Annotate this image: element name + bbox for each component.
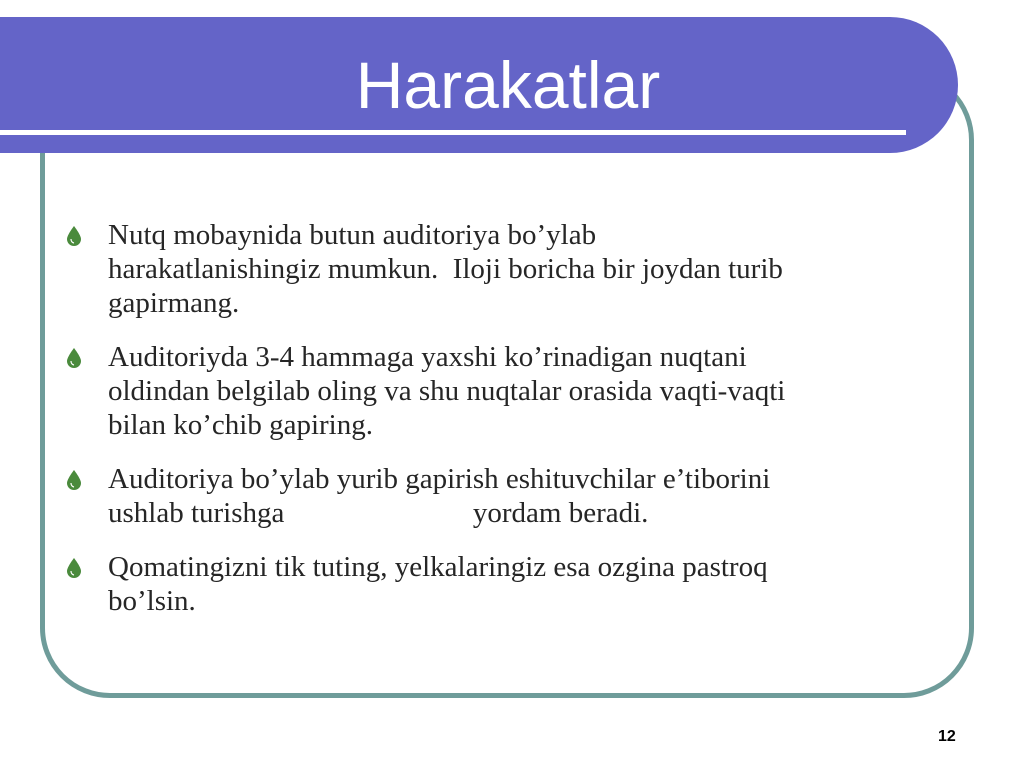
bullet-list	[66, 218, 896, 638]
bullet-item	[66, 218, 896, 320]
bullet-text: Auditoriyda 3-4 hammaga yaxshi ko’rinadigan nuqtani oldindan belgilab oling va shu nuqtalar orasida vaqti-vaqti bilan ko’chib gapiring.	[108, 341, 786, 441]
slide-title: Harakatlar	[355, 48, 661, 122]
water-drop-icon	[66, 470, 82, 490]
water-drop-icon	[66, 348, 82, 368]
title-underline	[0, 130, 906, 135]
bullet-item	[66, 340, 896, 442]
bullet-text: Auditoriya bo’ylab yurib gapirish eshituvchilar e’tiborini ushlab turishga yordam beradi.	[108, 463, 771, 529]
bullet-item	[66, 462, 896, 530]
water-drop-icon	[66, 226, 82, 246]
water-drop-icon	[66, 558, 82, 578]
bullet-text: Qomatingizni tik tuting, yelkalaringiz esa ozgina pastroq bo’lsin.	[108, 551, 768, 617]
bullet-text: Nutq mobaynida butun auditoriya bo’ylab harakatlanishingiz mumkun. Iloji boricha bir joydan turib gapirmang.	[108, 219, 783, 319]
page-number: 12	[938, 728, 956, 745]
bullet-item	[66, 550, 896, 618]
